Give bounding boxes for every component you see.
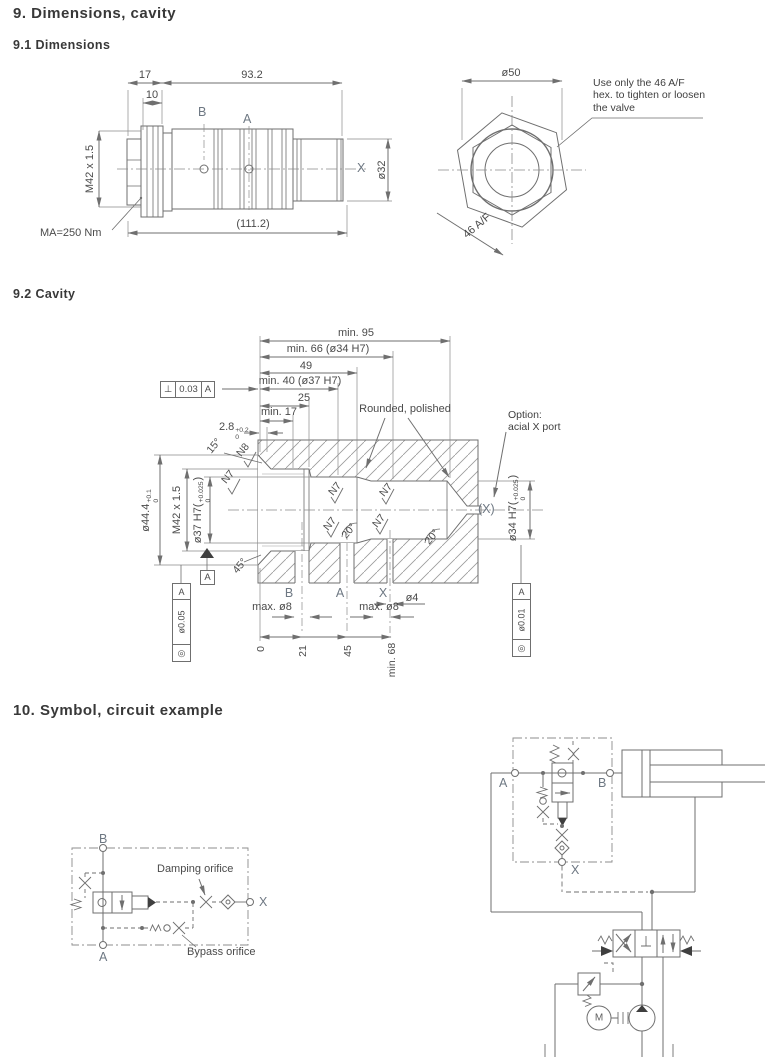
circuit-port-a: A <box>499 776 508 790</box>
x-optional-label: (X) <box>478 502 495 516</box>
finish-n7-label-5: N7 <box>370 511 388 531</box>
perpendicularity-frame <box>160 381 215 398</box>
bypass-orifice-label: Bypass orifice <box>187 946 256 958</box>
dim-2-8-value: 2.8 <box>219 421 235 433</box>
thread-label: M42 x 1.5 <box>84 144 96 194</box>
scale-min68: min. 68 <box>386 642 398 678</box>
conc-right-value: ø0.01 <box>516 607 527 632</box>
option-line2: acial X port <box>508 421 561 434</box>
hex-size-label: 46 A/F <box>460 211 494 241</box>
max-d8-left: max. ø8 <box>252 601 292 613</box>
finish-n7-label-2: N7 <box>326 479 344 499</box>
port-a-label: A <box>243 112 252 126</box>
dim-2-8-upper: +0.2 <box>235 427 249 434</box>
cavity-port-a: A <box>335 586 345 600</box>
dia-34-tol <box>514 479 527 500</box>
dia-34-value: ø34 H7( <box>506 501 519 542</box>
section-9-1-title: 9.1 Dimensions <box>13 38 111 52</box>
finish-n7-label-3: N7 <box>377 480 395 500</box>
valve-symbol-diagram <box>71 845 254 949</box>
dim-93-2: 93.2 <box>241 69 263 81</box>
dia-34-upper: +0.025 <box>512 479 520 501</box>
cavity-thread-label: M42 x 1.5 <box>171 485 183 535</box>
dia-44-value: ø44.4 <box>139 503 152 532</box>
dim-min66: min. 66 (ø34 H7) <box>286 343 370 355</box>
section-10-title: 10. Symbol, circuit example <box>13 702 224 719</box>
conc-left-icon: ◎ <box>173 644 190 661</box>
dim-2-8-tol <box>235 428 248 441</box>
dia-34-close: ) <box>506 474 519 479</box>
dia-34-label <box>507 475 527 541</box>
dia-32-label: ø32 <box>376 160 388 180</box>
dia-37-value: ø37 H7( <box>191 503 204 544</box>
dim-17: 17 <box>138 69 152 81</box>
dim-49: 49 <box>299 360 313 372</box>
hex-note-line2: hex. to tighten or loosen <box>593 89 706 102</box>
hex-note-line1: Use only the 46 A/F <box>593 77 685 89</box>
dia-44-tol <box>147 489 160 502</box>
hex-note-line3: the valve <box>593 101 636 114</box>
circuit-port-b: B <box>598 776 607 790</box>
dim-min17: min. 17 <box>260 406 298 418</box>
dim-2-8-lower: 0 <box>235 433 240 441</box>
dim-25: 25 <box>297 392 311 404</box>
scale-45: 45 <box>342 645 354 657</box>
conc-left-datum: A <box>178 586 185 597</box>
dia-4-label: ø4 <box>405 592 419 604</box>
torque-label: MA=250 Nm <box>40 227 102 239</box>
conc-right-datum: A <box>518 586 525 597</box>
option-note <box>508 409 561 434</box>
cavity-port-b: B <box>284 586 294 600</box>
max-d8-right: max. ø8 <box>359 601 399 613</box>
rounded-note: Rounded, polished <box>359 403 451 415</box>
angle-20-label-2: 20° <box>422 527 442 547</box>
datum-a-box: A <box>200 570 215 585</box>
dia-37-lower: 0 <box>204 498 212 503</box>
dia-37-label <box>192 477 212 543</box>
scale-0: 0 <box>255 646 267 652</box>
port-b-label: B <box>198 105 207 119</box>
circuit-port-x: X <box>571 863 580 877</box>
dia-37-close: ) <box>191 476 204 481</box>
perpendicularity-value: 0.03 <box>175 382 201 397</box>
dia-37-upper: +0.025 <box>197 481 205 503</box>
dia-34-lower: 0 <box>519 496 527 501</box>
dim-2-8 <box>219 421 250 441</box>
overall-length-label: (111.2) <box>236 218 270 230</box>
dia-44-upper: +0.1 <box>145 489 153 503</box>
dim-min40: min. 40 (ø37 H7) <box>258 375 342 387</box>
option-line1: Option: <box>508 409 542 421</box>
finish-n7-label-4: N7 <box>321 514 339 534</box>
dia-44-label <box>140 488 160 532</box>
valve-side-view-drawing <box>99 83 392 237</box>
port-x-label: X <box>357 161 366 175</box>
cavity-port-x: X <box>378 586 388 600</box>
conc-left-value: ø0.05 <box>176 610 187 634</box>
dim-10: 10 <box>145 89 159 101</box>
dia-44-lower: 0 <box>152 498 160 503</box>
finish-n7-label-1: N7 <box>219 467 237 487</box>
conc-right-icon: ◎ <box>513 639 530 656</box>
hex-note <box>593 77 728 114</box>
perpendicularity-icon: ⊥ <box>164 384 173 395</box>
concentricity-frame-right <box>512 583 531 657</box>
symbol-port-a: A <box>99 950 108 964</box>
circuit-example-diagram <box>491 738 765 1057</box>
perpendicularity-datum: A <box>201 382 214 397</box>
finish-n8-label: N8 <box>234 440 252 460</box>
angle-20-label-1: 20° <box>339 521 359 541</box>
damping-orifice-label: Damping orifice <box>157 863 234 875</box>
section-9-title: 9. Dimensions, cavity <box>13 5 177 22</box>
concentricity-frame-left <box>172 583 191 662</box>
dia-50-label: ø50 <box>501 67 521 79</box>
angle-15-label: 15° <box>204 436 224 456</box>
dia-37-tol <box>199 481 212 502</box>
dim-min95: min. 95 <box>337 327 375 339</box>
angle-45-label: 45° <box>230 556 250 576</box>
symbol-port-x: X <box>259 895 268 909</box>
section-9-2-title: 9.2 Cavity <box>13 287 76 301</box>
motor-label: M <box>594 1012 604 1024</box>
symbol-port-b: B <box>99 832 108 846</box>
scale-21: 21 <box>297 645 309 657</box>
